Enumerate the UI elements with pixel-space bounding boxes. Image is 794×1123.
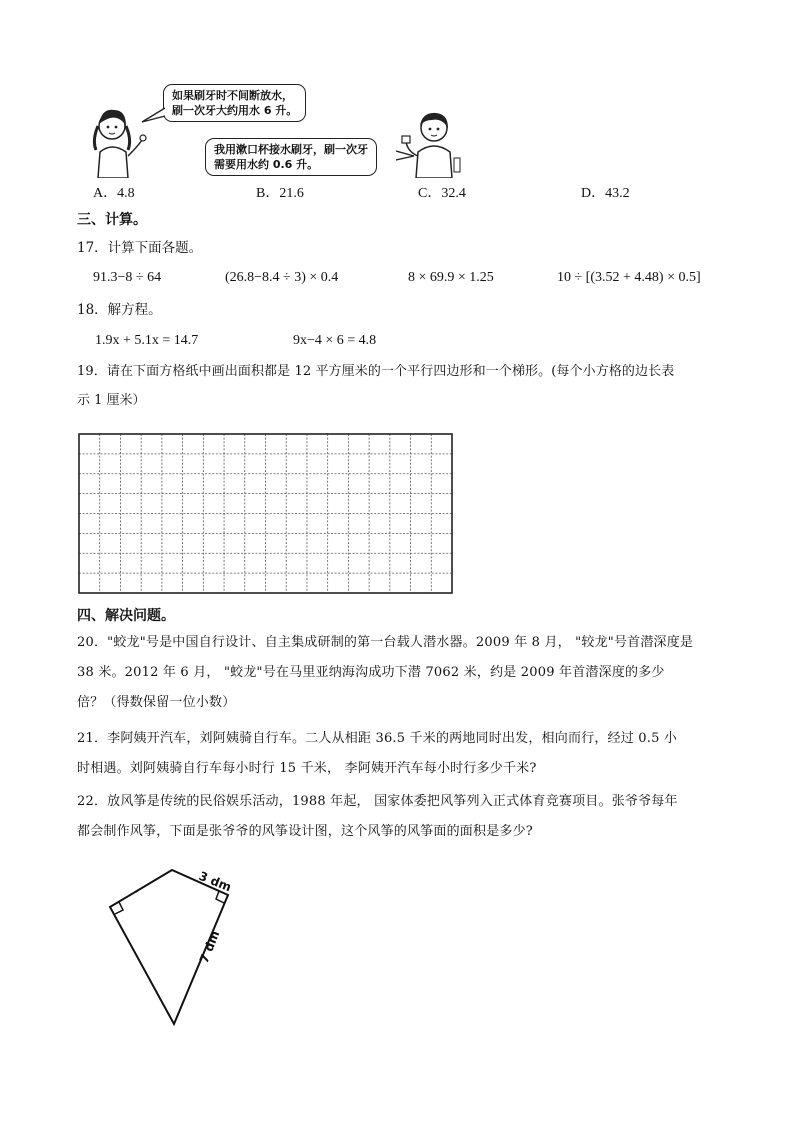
q20-line-2: 38 米。2012 年 6 月， "蛟龙"号在马里亚纳海沟成功下潜 7062 米，约是 2009 年首潜深度的多少 <box>77 665 665 680</box>
grid-lines <box>79 434 452 593</box>
girl-bubble-line-2: 刷一次牙大约用水 6 升。 <box>172 104 298 117</box>
q20 <box>77 628 693 718</box>
q18-equation-1: 1.9x + 5.1x = 14.7 <box>95 333 199 348</box>
kite-label-side: 7 dm <box>196 928 223 966</box>
boy-bubble-line-2: 需要用水约 0.6 升。 <box>214 158 319 171</box>
q17-expr-2: (26.8−8.4 ÷ 3) × 0.4 <box>225 270 339 285</box>
kite-diagram <box>100 852 250 1042</box>
q17-expr-3: 8 × 69.9 × 1.25 <box>408 270 494 285</box>
option-c[interactable]: C．32.4 <box>418 186 466 201</box>
boy-bubble-line-1: 我用漱口杯接水刷牙，刷一次牙 <box>214 143 368 156</box>
girl-bubble-line-1: 如果刷牙时不间断放水， <box>172 89 293 102</box>
option-a[interactable]: A．4.8 <box>93 186 135 201</box>
q17-expr-1: 91.3−8 ÷ 64 <box>93 270 162 285</box>
section-3-title: 三、计算。 <box>77 212 147 228</box>
kite-label-top: 3 dm <box>196 868 234 895</box>
q21-line-2: 时相遇。刘阿姨骑自行车每小时行 15 千米， 李阿姨开汽车每小时行多少千米? <box>77 761 537 776</box>
q19-line-2: 示 1 厘米） <box>77 393 146 408</box>
q22 <box>77 787 678 847</box>
q21 <box>77 724 677 784</box>
q17-stem: 17．计算下面各题。 <box>77 240 203 256</box>
q21-line-1: 21．李阿姨开汽车，刘阿姨骑自行车。二人从相距 36.5 千米的两地同时出发，相向而行，经过 0.5 小 <box>77 731 678 746</box>
q19-line-1: 19．请在下面方格纸中画出面积都是 12 平方厘米的一个平行四边形和一个梯形。(每个小方格的边长表 <box>77 364 675 379</box>
option-d[interactable]: D．43.2 <box>581 186 630 201</box>
girl-bubble-tail <box>140 106 166 126</box>
grid-paper[interactable] <box>78 433 454 595</box>
q18-stem: 18．解方程。 <box>77 302 162 318</box>
q22-line-2: 都会制作风筝，下面是张爷爷的风筝设计图，这个风筝的风筝面的面积是多少? <box>77 824 533 839</box>
option-b[interactable]: B．21.6 <box>256 186 304 201</box>
section-4-title: 四、解决问题。 <box>77 608 175 624</box>
q17-expr-4: 10 ÷ [(3.52 + 4.48) × 0.5] <box>557 270 701 285</box>
q22-line-1: 22．放风筝是传统的民俗娱乐活动，1988 年起， 国家体委把风筝列入正式体育竞赛项目。张爷爷每年 <box>77 794 678 809</box>
boy-speech-bubble <box>205 138 377 176</box>
girl-speech-bubble <box>163 84 306 122</box>
q18-equation-2: 9x−4 × 6 = 4.8 <box>293 333 377 348</box>
q20-line-3: 倍？（得数保留一位小数） <box>77 695 236 710</box>
water-illustration <box>90 78 470 178</box>
boy-figure <box>400 108 464 178</box>
q20-line-1: 20．"蛟龙"号是中国自行设计、自主集成研制的第一台载人潜水器。2009 年 8 月， "较龙"号首潜深度是 <box>77 635 694 650</box>
